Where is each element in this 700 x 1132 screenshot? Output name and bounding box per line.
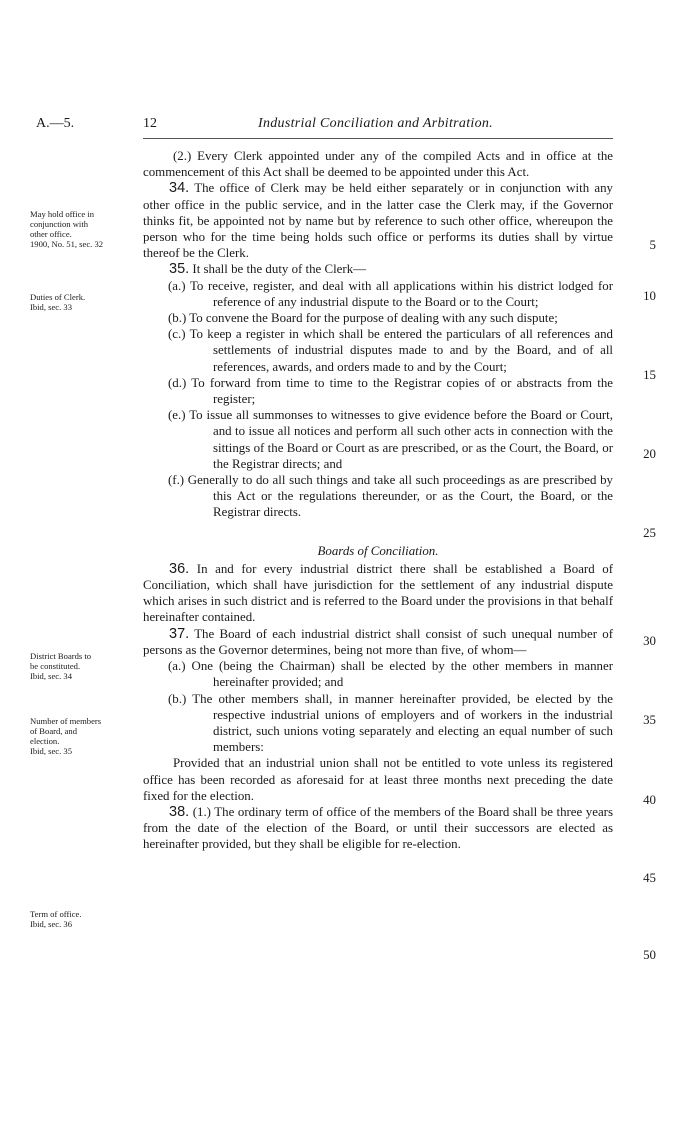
section-number: 38. (169, 803, 190, 820)
clause-a: (a.) One (being the Chairman) shall be elected by the other members in manner hereinafter provided; and (168, 659, 613, 690)
margin-note-s37 (30, 716, 138, 756)
section-number: 34. (169, 180, 190, 197)
section-text: (1.) The ordinary term of office of the members of the Board shall be three years from the date of the election of the Board, or until their successors are elected as hereinafter provided, but they shall be eligible for re-election. (143, 804, 613, 852)
line-number: 40 (643, 793, 656, 807)
margin-note-s35 (30, 292, 138, 312)
section-37 (143, 626, 613, 658)
margin-note-line: election. (30, 736, 60, 746)
line-number: 10 (643, 289, 656, 303)
section-35 (143, 261, 613, 277)
sessional-paper-number: A.—5. (36, 116, 75, 131)
clause-a: (a.) To receive, register, and deal with all applications within his district lodged for reference of any industrial dispute to the Board or to the Court; (168, 278, 613, 309)
margin-note-s36 (30, 651, 138, 681)
margin-note-line: Ibid, sec. 36 (30, 919, 73, 929)
line-number: 35 (643, 713, 656, 727)
section-text: The office of Clerk may be held either separately or in conjunction with any other office in the public service, and in the latter case the Clerk may, if the Governor thinks fit, be appointed not by name but by reference to such other office, whereupon the person who for the time being holds such office or performs its duties shall by virtue thereof be the Clerk. (143, 181, 613, 261)
line-number: 30 (643, 634, 656, 648)
section-34 (143, 180, 613, 261)
clause-d: (d.) To forward from time to time to the Registrar copies of or abstracts from the register; (168, 375, 613, 407)
section-heading: Boards of Conciliation. (317, 543, 439, 558)
section-38 (143, 804, 613, 853)
line-number: 15 (643, 368, 656, 382)
margin-note-line: District Boards to (30, 651, 92, 661)
margin-note-line: Ibid, sec. 34 (30, 671, 73, 681)
clause-f: (f.) Generally to do all such things and take all such proceedings as are prescribed by this Act or the regulations thereunder, or as the Court, the Board, or the Registrar directs. (168, 473, 613, 520)
line-number: 45 (643, 871, 656, 885)
section-number: 37. (169, 625, 190, 642)
margin-note-line: 1900, No. 51, sec. 32 (30, 239, 104, 249)
section-text: It shall be the duty of the Clerk— (192, 262, 367, 277)
section-text: In and for every industrial district there shall be established a Board of Conciliation, which shall have jurisdiction for the settlement of any industrial dispute which arises in such district and is referred to the Board under the provisions in that behalf hereinafter contained. (143, 561, 613, 625)
margin-note-line: Number of members (30, 716, 102, 726)
line-number: 50 (643, 948, 656, 962)
body-text (143, 148, 613, 853)
section-text: The Board of each industrial district shall consist of such unequal number of persons as the Governor determines, being not more than five, of whom— (143, 626, 613, 657)
margin-note-line: be constituted. (30, 661, 81, 671)
margin-note-s38 (30, 909, 138, 929)
header-rule (143, 138, 613, 139)
clause-e: (e.) To issue all summonses to witnesses to give evidence before the Board or Court, and to issue all notices and perform all such other acts in connection with the sittings of the Board or Court as are prescribed, or as the Court, the Board, or the Registrar directs; and (168, 408, 613, 471)
margin-note-line: Duties of Clerk. (30, 292, 86, 302)
margin-note-line: May hold office in (30, 209, 95, 219)
clause-c: (c.) To keep a register in which shall be entered the particulars of all references and settlements of industrial disputes made to and by the Board, and of all references, awards, and orders made to and by the Court; (168, 327, 613, 374)
page-number: 12 (143, 116, 157, 131)
running-title: Industrial Conciliation and Arbitration. (258, 116, 493, 131)
section-number: 35. (169, 261, 190, 278)
margin-note-line: Term of office. (30, 909, 82, 919)
proviso: Provided that an industrial union shall not be entitled to vote unless its registered office has been recorded as aforesaid for at least three months next preceding the date fixed for the election. (143, 756, 613, 803)
line-number: 25 (643, 526, 656, 540)
margin-note-line: other office. (30, 229, 72, 239)
margin-note-line: Ibid, sec. 35 (30, 746, 73, 756)
paragraph-2: (2.) Every Clerk appointed under any of the compiled Acts and in office at the commencement of this Act shall be deemed to be appointed under this Act. (143, 149, 613, 180)
clause-b: (b.) The other members shall, in manner hereinafter provided, be elected by the respective industrial unions of employers and of workers in the industrial district, such unions voting separately and electing an equal number of such members: (168, 691, 613, 755)
margin-note-line: of Board, and (30, 726, 78, 736)
margin-note-line: conjunction with (30, 219, 88, 229)
margin-note-line: Ibid, sec. 33 (30, 302, 73, 312)
section-36 (143, 561, 613, 626)
line-number: 5 (649, 238, 656, 252)
margin-note-s34 (30, 209, 138, 249)
section-number: 36. (169, 560, 190, 577)
line-number: 20 (643, 447, 656, 461)
clause-b: (b.) To convene the Board for the purpose of dealing with any such dispute; (168, 311, 558, 326)
